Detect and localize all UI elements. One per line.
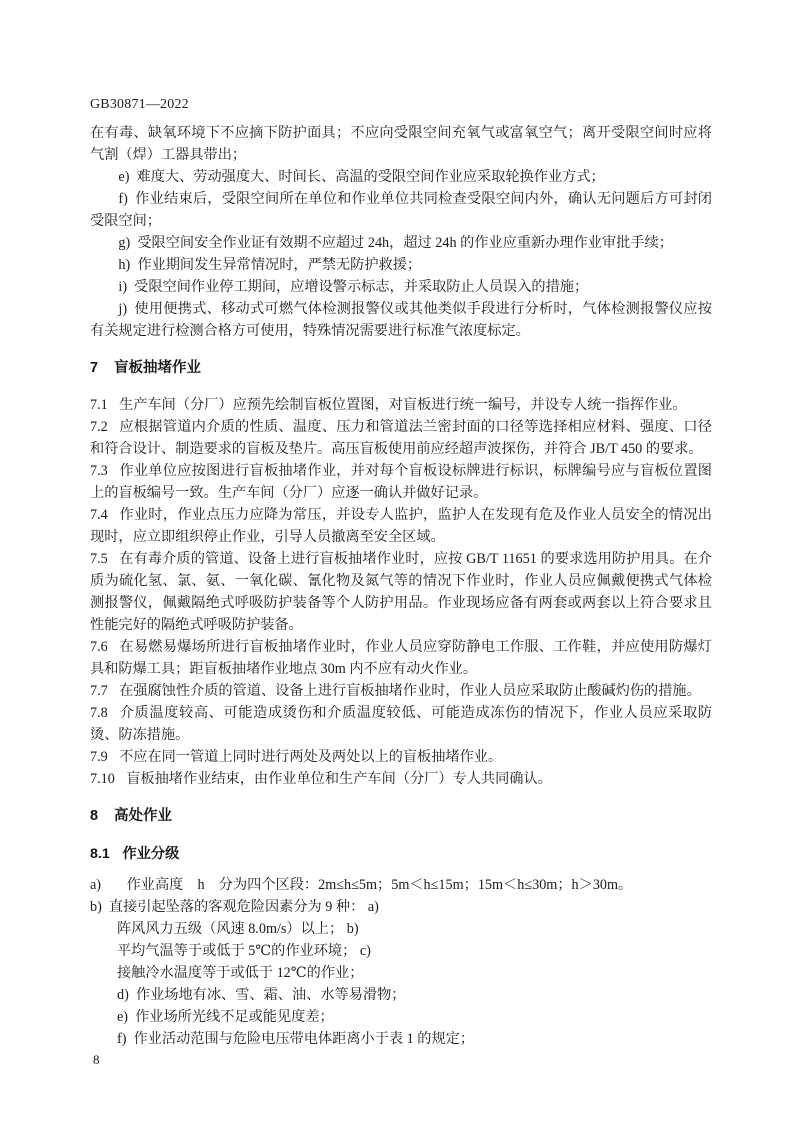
clause-7-6 [90,636,712,680]
list-item-marker: f) [118,191,128,207]
clause-text: 盲板抽堵作业结束，由作业单位和生产车间（分厂）专人共同确认。 [126,771,552,787]
clause-7-7 [90,680,712,702]
clause-text: 介质温度较高、可能造成烫伤和介质温度较低、可能造成冻伤的情况下，作业人员应采取防烫、防冻措施。 [90,705,712,743]
list-item-text: 作业高度 h 分为四个区段：2m≤h≤5m；5m＜h≤15m；15m＜h≤30m；h＞30m。 [126,877,633,893]
list-item-marker: a) [90,877,102,893]
clause-text: 在强腐蚀性介质的管道、设备上进行盲板抽堵作业时，作业人员应采取防止酸碱灼伤的措施。 [119,683,701,699]
list-item-b [90,896,712,918]
section-title: 高处作业 [114,808,173,824]
page-number: 8 [93,1052,100,1067]
clause-7-9 [90,746,712,768]
clause-7-10 [90,768,712,790]
clause-7-1 [90,394,712,416]
list-item-marker: j) [118,301,128,317]
list-item-text: 作业活动范围与危险电压带电体距离小于表 1 的规定； [133,1031,475,1047]
clause-number: 7.2 [90,419,108,435]
list-item-text: 直接引起坠落的客观危险因素分为 9 种： a) [108,899,379,915]
standard-code-header: GB30871—2022 [90,97,189,112]
clause-number: 7.1 [90,397,108,413]
clause-7-4 [90,504,712,548]
clause-number: 7.9 [90,749,108,765]
clause-text: 不应在同一管道上同时进行两处及两处以上的盲板抽堵作业。 [119,749,503,765]
intro-paragraph: 在有毒、缺氧环境下不应摘下防护面具；不应向受限空间充氧气或富氧空气；离开受限空间时应将气割（焊）工器具带出； [90,125,712,163]
list-item-marker: e) [118,169,130,185]
list-item-marker: h) [118,257,131,273]
page-content [90,96,712,1050]
clause-number: 7.10 [90,771,115,787]
clause-number: 7.7 [90,683,108,699]
list-item-f2 [90,1028,712,1050]
list-item-i [90,276,712,298]
section-number: 8 [90,808,99,824]
sub-line-cold-water: 接触冷水温度等于或低于 12℃的作业； [116,965,364,981]
section-title: 盲板抽堵作业 [114,360,202,376]
clause-7-3 [90,460,712,504]
list-item-marker: e) [116,1009,128,1025]
list-item-text: 作业结束后，受限空间所在单位和作业单位共同检查受限空间内外，确认无问题后方可封闭受限空间； [90,191,712,229]
subsection-title: 作业分级 [122,846,180,862]
clause-number: 7.6 [90,639,108,655]
list-item-a [90,874,712,896]
section-8-heading [90,805,712,827]
list-item-text: 受限空间作业停工期间，应增设警示标志，并采取防止人员误入的措施； [134,279,589,295]
list-item-text: 受限空间安全作业证有效期不应超过 24h，超过 24h 的作业应重新办理作业审批手续； [137,235,673,251]
sub-line-temperature: 平均气温等于或低于 5℃的作业环境； c) [116,943,371,959]
list-item-marker: f) [116,1031,127,1047]
clause-number: 7.5 [90,551,108,567]
list-item-text: 使用便携式、移动式可燃气体检测报警仪或其他类似手段进行分析时，气体检测报警仪应按有关规定进行检测合格方可使用，特殊情况需要进行标准气浓度标定。 [90,301,712,339]
list-item-text: 难度大、劳动强度大、时间长、高温的受限空间作业应采取轮换作业方式； [136,169,605,185]
list-item-text: 作业场地有冰、雪、霜、油、水等易滑物； [135,987,406,1003]
clause-text: 应根据管道内介质的性质、温度、压力和管道法兰密封面的口径等选择相应材料、强度、口径和符合设计、制造要求的盲板及垫片。高压盲板使用前应经超声波探伤，并符合 JB/T 450 的要求。 [90,419,712,457]
clause-7-2 [90,416,712,460]
list-item-j [90,298,712,342]
list-item-e2 [90,1006,712,1028]
list-item-text: 作业期间发生异常情况时，严禁无防护救援； [137,257,422,273]
clause-text: 在易燃易爆场所进行盲板抽堵作业时，作业人员应穿防静电工作服、工作鞋，并应使用防爆灯具和防爆工具；距盲板抽堵作业地点 30m 内不应有动火作业。 [90,639,712,677]
list-item-marker: b) [90,899,102,915]
list-item-marker: g) [118,235,131,251]
clause-text: 作业时，作业点压力应降为常压，并设专人监护，监护人在发现有危及作业人员安全的情况出现时，应立即组织停止作业，引导人员撤离至安全区域。 [90,507,712,545]
list-item-g [90,232,712,254]
list-item-e [90,166,712,188]
clause-text: 生产车间（分厂）应预先绘制盲板位置图，对盲板进行统一编号，并设专人统一指挥作业。 [119,397,687,413]
subsection-number: 8.1 [90,846,110,862]
clause-7-8 [90,702,712,746]
clause-text: 在有毒介质的管道、设备上进行盲板抽堵作业时，应按 GB/T 11651 的要求选用防护用具。在介质为硫化氢、氯、氨、一氧化碳、氰化物及氮气等的情况下作业时，作业人员应佩戴便携式气体检测报警仪，佩戴隔绝式呼吸防护装备等个人防护用品。作业现场应备有两套或两套以上符合要求且性能完好的隔绝式呼吸防护装备。 [90,551,712,633]
list-item-f [90,188,712,232]
clause-text: 作业单位应按图进行盲板抽堵作业，并对每个盲板设标牌进行标识，标牌编号应与盲板位置图上的盲板编号一致。生产车间（分厂）应逐一确认并做好记录。 [90,463,712,501]
section-number: 7 [90,360,99,376]
list-item-text: 作业场所光线不足或能见度差； [135,1009,334,1025]
list-item-marker: i) [118,279,128,295]
clause-number: 7.4 [90,507,108,523]
list-item-marker: d) [116,987,129,1003]
clause-7-5 [90,548,712,636]
clause-number: 7.8 [90,705,108,721]
sub-line-wind: 阵风风力五级（风速 8.0m/s）以上； b) [116,921,359,937]
section-7-heading [90,357,712,379]
subsection-8-1-heading [90,843,712,865]
clause-number: 7.3 [90,463,108,479]
list-item-d [90,984,712,1006]
list-item-h [90,254,712,276]
